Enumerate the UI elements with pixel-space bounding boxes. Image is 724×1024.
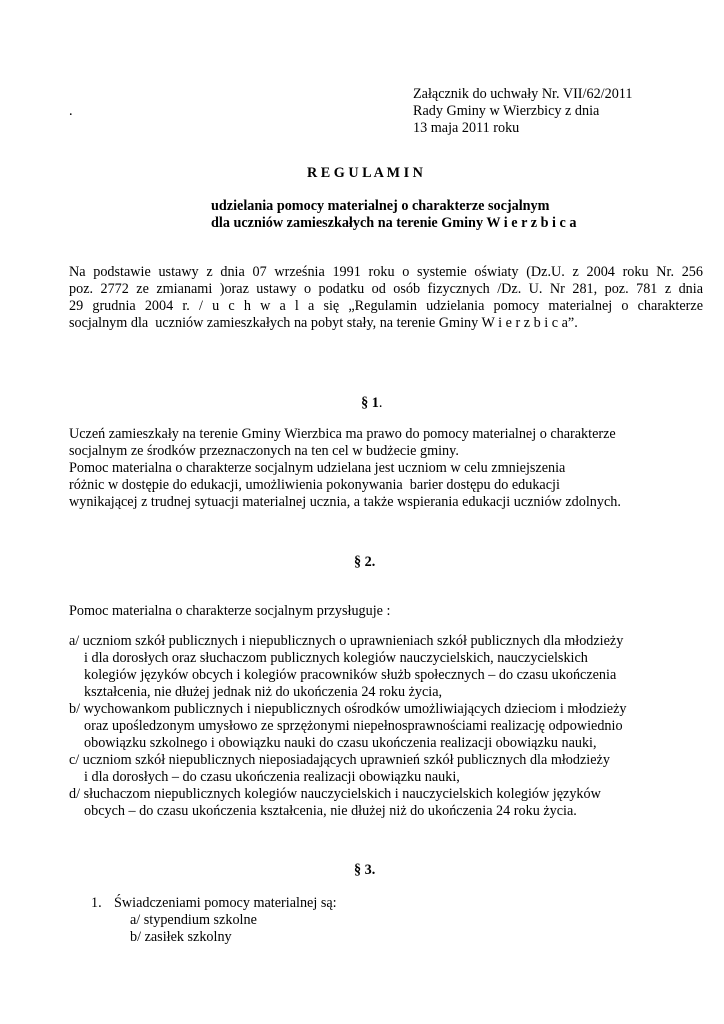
- section-2-line-8: c/ uczniom szkół niepublicznych nieposiadających uprawnień szkół publicznych dla młodzieży: [69, 752, 610, 768]
- document-title: R E G U L A M I N: [307, 165, 423, 181]
- attachment-line-3: 13 maja 2011 roku: [413, 120, 520, 136]
- section-2-line-11: obcych – do czasu ukończenia kształcenia, nie dłużej niż do ukończenia 24 roku życia.: [84, 803, 577, 819]
- section-2-intro: Pomoc materialna o charakterze socjalnym przysługuje :: [69, 603, 391, 619]
- section-1-line-1: Uczeń zamieszkały na terenie Gminy Wierzbica ma prawo do pomocy materialnej o charakterze: [69, 426, 616, 442]
- section-3-item-1-text: Świadczeniami pomocy materialnej są:: [114, 895, 337, 911]
- section-1-heading: [354, 378, 382, 412]
- section-2-line-6: oraz upośledzonym umysłowo ze sprzężonymi niepełnosprawnościami realizację odpowiednio: [84, 718, 623, 734]
- section-2-line-5: b/ wychowankom publicznych i niepublicznych ośrodków umożliwiających dzieciom i młodzieży: [69, 701, 627, 717]
- section-2-line-4: kształcenia, nie dłużej jednak niż do ukończenia 24 roku życia,: [84, 684, 443, 700]
- section-2-line-7: obowiązku szkolnego i obowiązku nauki do czasu ukończenia realizacji obowiązku nauki,: [84, 735, 597, 751]
- intro-line-4: socjalnym dla uczniów zamieszkałych na pobyt stały, na terenie Gminy W i e r z b i c a”.: [69, 315, 578, 331]
- section-2-line-1: a/ uczniom szkół publicznych i niepublicznych o uprawnieniach szkół publicznych dla młodzieży: [69, 633, 624, 649]
- section-2-line-9: i dla dorosłych – do czasu ukończenia realizacji obowiązku nauki,: [84, 769, 460, 785]
- section-2-line-3: kolegiów języków obcych i kolegiów pracowników służb społecznych – do czasu ukończenia: [84, 667, 617, 683]
- section-2-heading: § 2.: [354, 554, 376, 570]
- section-1-line-2: socjalnym ze środków przeznaczonych na ten cel w budżecie gminy.: [69, 443, 459, 459]
- section-3-subitem-a: a/ stypendium szkolne: [130, 912, 257, 928]
- subtitle-line-2: dla uczniów zamieszkałych na terenie Gminy W i e r z b i c a: [211, 215, 577, 231]
- section-3-item-1-number: 1.: [91, 895, 102, 911]
- section-3-subitem-b: b/ zasiłek szkolny: [130, 929, 232, 945]
- intro-line-3: 29 grudnia 2004 r. / u c h w a l a się „Regulamin udzielania pomocy materialnej o charakterze: [69, 298, 703, 314]
- section-1-line-4: różnic w dostępie do edukacji, umożliwienia pokonywania barier dostępu do edukacji: [69, 477, 560, 493]
- section-2-line-2: i dla dorosłych oraz słuchaczom publicznych kolegiów nauczycielskich, nauczycielskich: [84, 650, 588, 666]
- section-3-heading: § 3.: [354, 862, 376, 878]
- section-2-line-10: d/ słuchaczom niepublicznych kolegiów nauczycielskich i nauczycielskich kolegiów języków: [69, 786, 601, 802]
- subtitle-line-1: udzielania pomocy materialnej o charakterze socjalnym: [211, 198, 550, 214]
- intro-line-2: poz. 2772 ze zmianami )oraz ustawy o podatku od osób fizycznych /Dz. U. Nr 281, poz. 781 z dnia: [69, 281, 703, 297]
- section-1-heading-dot: .: [378, 395, 383, 411]
- attachment-line-1: Załącznik do uchwały Nr. VII/62/2011: [413, 86, 633, 102]
- section-1-heading-text: § 1: [361, 395, 379, 411]
- intro-line-1: Na podstawie ustawy z dnia 07 września 1991 roku o systemie oświaty (Dz.U. z 2004 roku Nr. 256: [69, 264, 703, 280]
- section-1-line-3: Pomoc materialna o charakterze socjalnym udzielana jest uczniom w celu zmniejszenia: [69, 460, 566, 476]
- stray-dot: .: [69, 103, 73, 119]
- attachment-line-2: Rady Gminy w Wierzbicy z dnia: [413, 103, 600, 119]
- section-1-line-5: wynikającej z trudnej sytuacji materialnej ucznia, a także wspierania edukacji uczniów zdolnych.: [69, 494, 621, 510]
